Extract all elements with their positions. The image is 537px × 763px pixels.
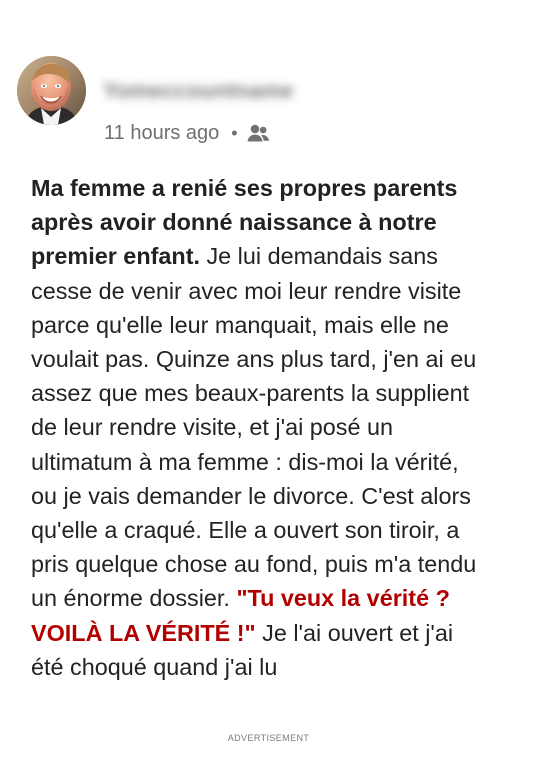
meta-separator: • — [231, 123, 238, 143]
advertisement-label: ADVERTISEMENT — [227, 733, 310, 743]
story-paragraph — [31, 171, 483, 684]
friends-icon[interactable] — [246, 123, 271, 143]
post-story-text — [31, 171, 483, 706]
story-body-part-1: Je lui demandais sans cesse de venir avec moi leur rendre visite parce qu'elle leur manquait, mais elle ne voulait pas. Quinze ans plus tard, j'en ai eu assez que mes beaux-parents la supplient de leur rendre visite, et j'ai posé un ultimatum à ma femme : dis-moi la vérité, ou je vais demander le divorce. C'est alors qu'elle a craqué. Elle a ouvert son tiroir, a pris quelque chose au fond, puis m'a tendu un énorme dossier. — [31, 243, 477, 612]
author-avatar[interactable] — [17, 56, 86, 125]
post-meta — [104, 119, 271, 147]
story-quote: "Tu veux la vérité ? VOILÀ LA VÉRITÉ !" — [31, 585, 450, 646]
story-lead: Ma femme a renié ses propres parents après avoir donné naissance à notre premier enfant. — [31, 175, 458, 270]
story-body-part-2: Je l'ai ouvert et j'ai été choqué quand j'ai lu — [31, 619, 454, 680]
profile-photo — [17, 56, 86, 125]
post-timestamp[interactable]: 11 hours ago — [104, 121, 220, 144]
author-name[interactable]: Yomeccountname — [103, 78, 294, 103]
